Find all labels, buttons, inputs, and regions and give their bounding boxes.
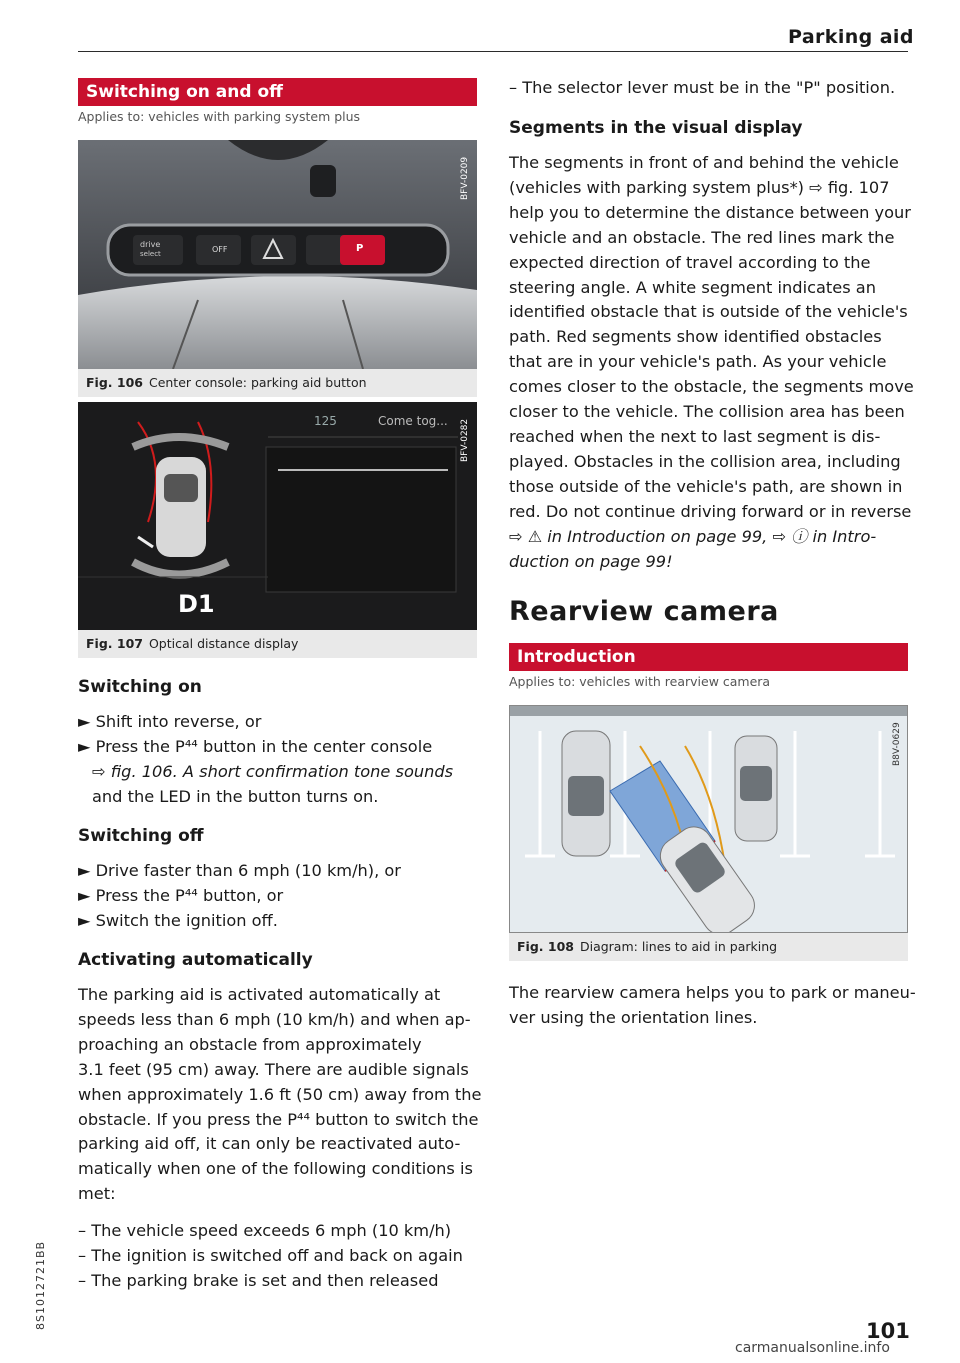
fig-108-caption (509, 933, 908, 961)
cross-reference-link[interactable]: duction on page 99! (509, 551, 673, 571)
running-header: Parking aid (788, 26, 914, 48)
text-line: identified obstacle that is outside of the vehicle's (509, 302, 908, 322)
fig-106-label: Fig. 106 (86, 375, 143, 390)
list-item: ► Press the P⁴⁴ button, or (78, 885, 284, 905)
list-item: – The parking brake is set and then released (78, 1270, 439, 1290)
list-item: – The vehicle speed exceeds 6 mph (10 km/h) (78, 1221, 452, 1240)
text-line: that are in your vehicle's path. As your vehicle (509, 352, 887, 372)
segments-paragraph (509, 151, 914, 574)
text-line: when approximately 1.6 ft (50 cm) away from the (78, 1084, 482, 1104)
gear-indicator: D1 (178, 590, 215, 618)
fig-107-image (78, 402, 477, 630)
text-line: (vehicles with parking system plus*) ⇨ fig. 107 (509, 177, 890, 197)
fig-106-caption-text: Center console: parking aid button (148, 375, 367, 390)
fig-107-caption (78, 630, 477, 658)
fig-107-code: BFV-0282 (460, 418, 470, 462)
text-line: The segments in front of and behind the vehicle (509, 153, 899, 172)
btn-p-label: P (356, 243, 364, 254)
section-title-bar: Switching on and off (78, 78, 477, 106)
list-item: ► Press the P⁴⁴ button in the center console (78, 736, 433, 756)
screen-number: 125 (314, 414, 337, 428)
segments-heading: Segments in the visual display (509, 118, 803, 138)
watermark: carmanualsonline.info (735, 1340, 890, 1356)
text-line: closer to the vehicle. The collision area has been (509, 402, 905, 422)
switching-on-heading: Switching on (78, 677, 202, 697)
text-line: those outside of the vehicle's path, are shown in (509, 476, 903, 496)
rearview-camera-title: Rearview camera (509, 596, 779, 627)
text-line: help you to determine the distance between your (509, 202, 911, 222)
switching-off-list (78, 859, 401, 934)
list-item: – The ignition is switched off and back on again (78, 1245, 463, 1265)
text-line: comes closer to the obstacle, the segments move (509, 377, 914, 397)
document-code: 8S1012721BB (34, 1240, 47, 1330)
fig-107-caption-text: Optical distance display (148, 636, 299, 651)
text-line: speeds less than 6 mph (10 km/h) and when ap- (78, 1009, 471, 1029)
cross-reference-link[interactable]: ⇨ ⚠ in Introduction on page 99, ⇨ ⓘ in Intro- (509, 526, 877, 546)
distance-display-illustration (78, 402, 477, 630)
text-line: steering angle. A white segment indicates an (509, 277, 876, 297)
text-line: played. Obstacles in the collision area, including (509, 451, 901, 471)
selector-lever-line: – The selector lever must be in the "P" position. (509, 78, 896, 97)
text-line: vehicle and an obstacle. The red lines mark the (509, 227, 895, 247)
text-line: ver using the orientation lines. (509, 1007, 758, 1027)
text-line: 3.1 feet (95 cm) away. There are audible signals (78, 1059, 469, 1079)
text-line: red. Do not continue driving forward or in reverse (509, 501, 912, 521)
list-item: ► Drive faster than 6 mph (10 km/h), or (78, 861, 401, 880)
text-line: met: (78, 1184, 116, 1204)
text-line: The rearview camera helps you to park or maneu- (509, 983, 916, 1002)
fig-108-caption-text: Diagram: lines to aid in parking (579, 939, 778, 954)
fig-107-label: Fig. 107 (86, 636, 143, 651)
text-line: proaching an obstacle from approximately (78, 1034, 422, 1054)
fig-106-image (78, 140, 477, 369)
center-console-illustration (78, 140, 477, 369)
list-item: ► Switch the ignition off. (78, 910, 278, 930)
screen-text: Come tog... (378, 414, 448, 428)
text-line: reached when the next to last segment is dis- (509, 426, 881, 446)
text-line: parking aid off, it can only be reactivated auto- (78, 1134, 461, 1154)
fig-106-caption (78, 369, 477, 397)
header-rule (78, 51, 908, 52)
btn-drive-label: drive (140, 240, 161, 249)
page-number: 101 (866, 1319, 910, 1343)
rearview-intro-paragraph (509, 981, 916, 1031)
fig-108-code: B8V-0629 (892, 722, 902, 766)
applies-note-rearview: Applies to: vehicles with rearview camera (509, 674, 771, 689)
fig-108-image (509, 705, 908, 933)
text-line: The parking aid is activated automatically at (78, 985, 441, 1004)
fig-108-label: Fig. 108 (517, 939, 574, 954)
btn-off-label: OFF (212, 245, 228, 254)
text-line: path. Red segments show identified obstacles (509, 327, 882, 347)
auto-bullets (78, 1219, 463, 1294)
list-item: ⇨ fig. 106. A short confirmation tone sounds (92, 761, 454, 781)
text-line: obstacle. If you press the P⁴⁴ button to switch the (78, 1109, 479, 1129)
auto-paragraph (78, 983, 482, 1207)
switching-off-heading: Switching off (78, 826, 204, 846)
list-item: ► Shift into reverse, or (78, 712, 262, 731)
applies-note: Applies to: vehicles with parking system plus (78, 109, 361, 124)
introduction-bar: Introduction (509, 643, 908, 671)
fig-106-code: BFV-0209 (460, 156, 470, 200)
text-line: expected direction of travel according to the (509, 252, 871, 272)
btn-select-label: select (140, 250, 161, 258)
parking-lines-diagram (510, 706, 907, 932)
switching-on-list (78, 710, 453, 810)
text-line: matically when one of the following conditions is (78, 1159, 473, 1179)
auto-heading: Activating automatically (78, 950, 313, 970)
list-item: and the LED in the button turns on. (92, 786, 379, 806)
